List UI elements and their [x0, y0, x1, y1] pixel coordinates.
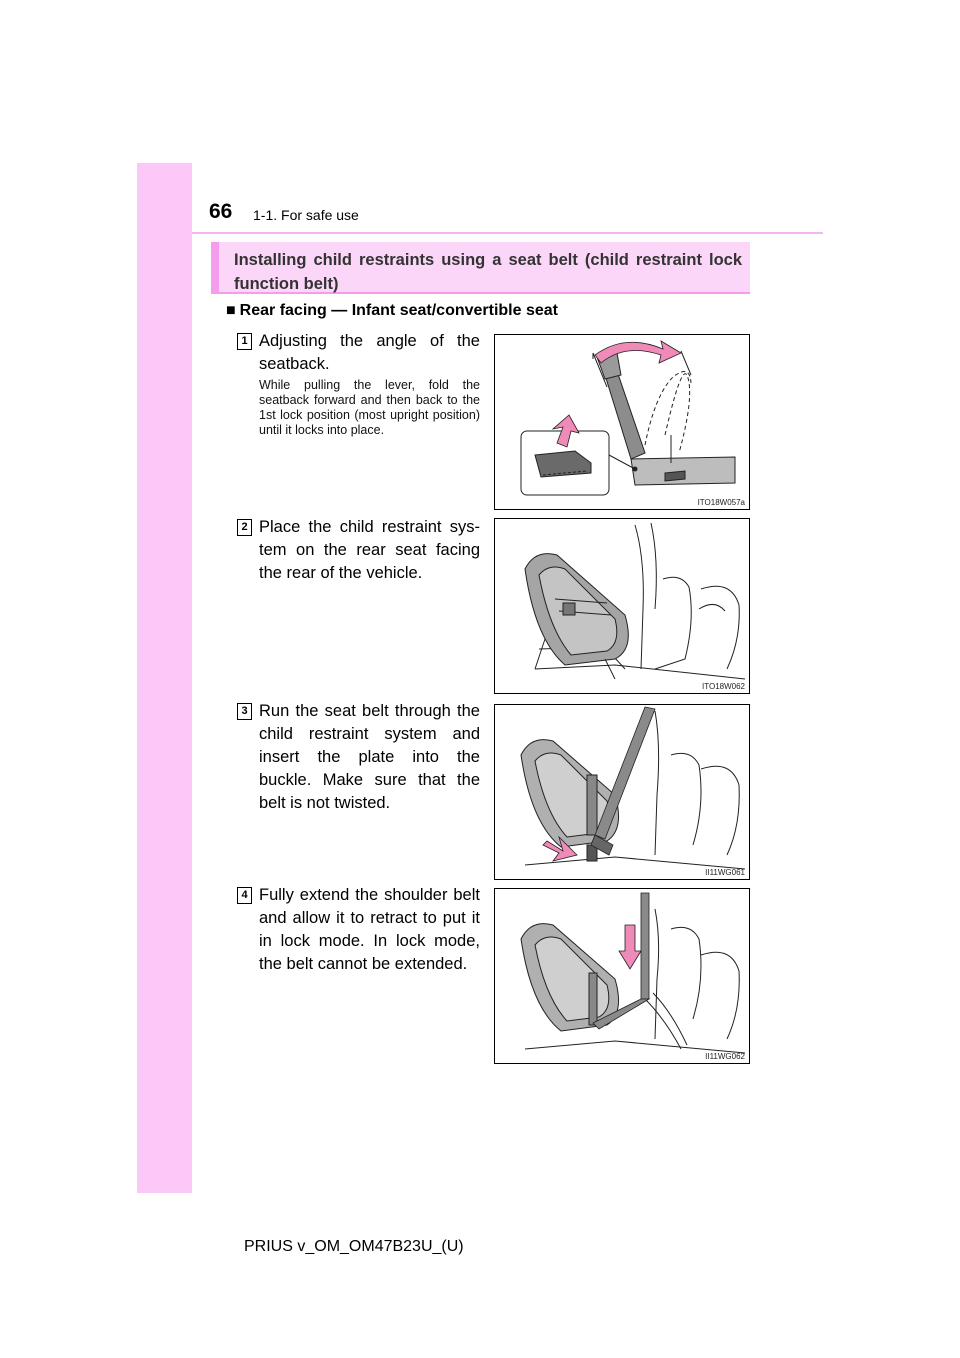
figure-code: ITO18W057a — [697, 498, 745, 507]
figure-code: II11WG062 — [705, 1052, 745, 1061]
section-label: 1-1. For safe use — [253, 207, 359, 223]
header-rule — [192, 232, 823, 234]
step-1-text: Adjusting the angle of the seatback. — [259, 332, 480, 373]
step-3-text: Run the seat belt through the child restraint system and insert the plate into the buckle. Make sure that the belt is not twisted. — [259, 702, 480, 812]
figure-belt-through — [494, 704, 750, 880]
step-4-text: Fully extend the shoulder belt and allow it to retract to put it in lock mode. In lock mode, the belt cannot be extended. — [259, 886, 480, 973]
step-1-number: 1 — [237, 333, 252, 350]
figure-code: II11WG061 — [705, 868, 745, 877]
page-number: 66 — [209, 200, 233, 223]
subheading — [226, 302, 558, 320]
step-1-note: While pulling the lever, fold the seatback forward and then back to the 1st lock position (most upright position) until it locks into place. — [259, 378, 480, 437]
shoulder-belt-illustration — [495, 889, 749, 1063]
square-bullet-icon: ■ — [226, 302, 236, 319]
step-3-number: 3 — [237, 703, 252, 720]
seat-belt-routing-illustration — [495, 705, 749, 879]
step-2-text: Place the child restraint sys-tem on the rear seat facing the rear of the vehicle. — [259, 518, 480, 582]
seatback-illustration — [495, 335, 749, 509]
document-footer: PRIUS v_OM_OM47B23U_(U) — [244, 1238, 464, 1255]
figure-seatback-adjust — [494, 334, 750, 510]
figure-rear-facing-seat — [494, 518, 750, 694]
subheading-text: Rear facing — Infant seat/convertible seat — [239, 302, 558, 319]
figure-code: ITO18W062 — [702, 682, 745, 691]
step-2-number: 2 — [237, 519, 252, 536]
section-title: Installing child restraints using a seat belt (child restraint lock function belt) — [211, 242, 750, 294]
rear-seat-illustration — [495, 519, 749, 693]
side-color-strip — [137, 163, 192, 1193]
step-4-number: 4 — [237, 887, 252, 904]
figure-shoulder-belt-lock — [494, 888, 750, 1064]
